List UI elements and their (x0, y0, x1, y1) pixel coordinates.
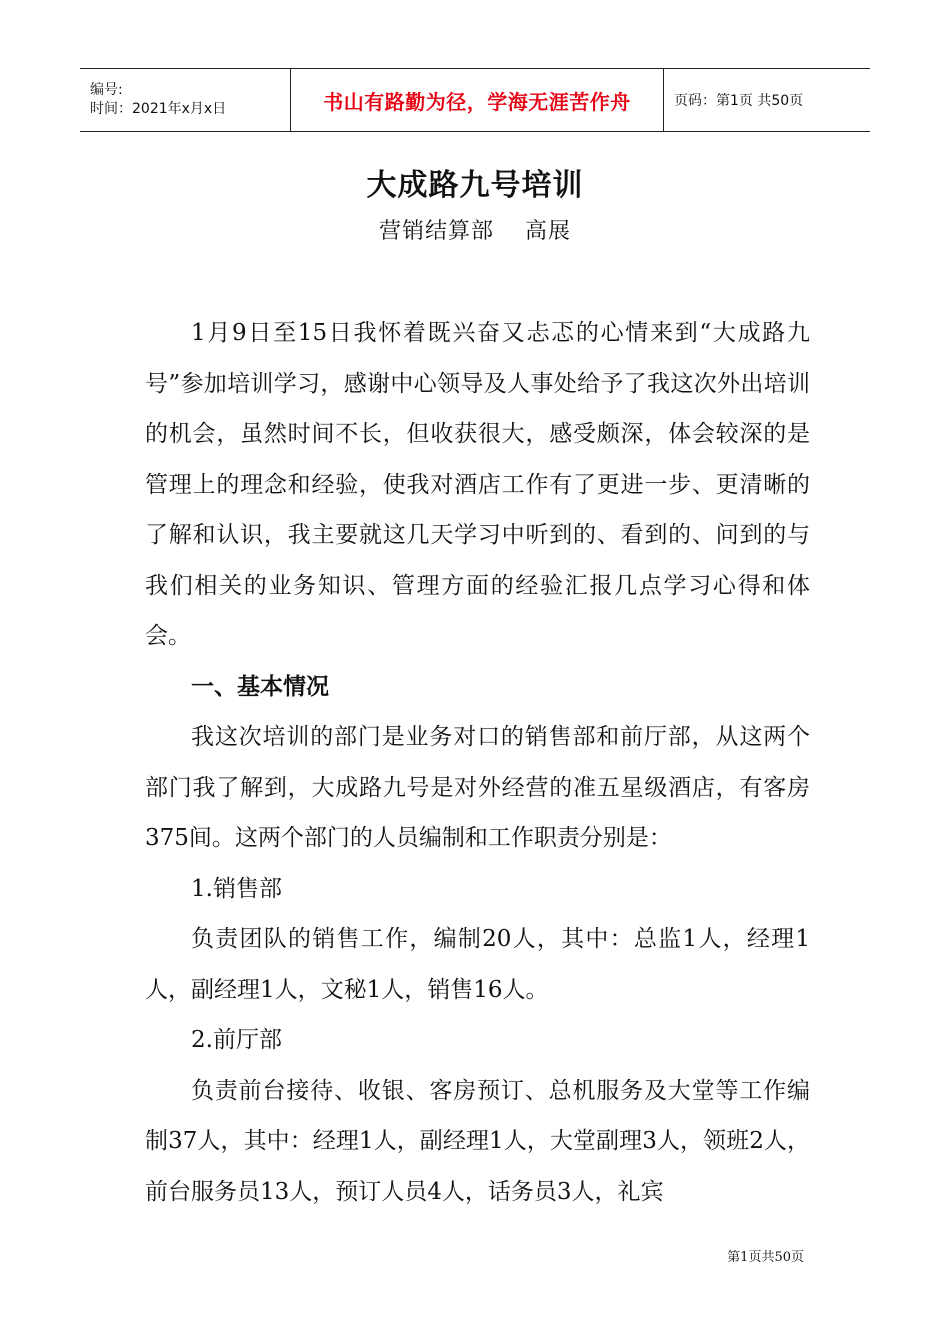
header-motto: 书山有路勤为径，学海无涯苦作舟 (290, 69, 664, 131)
document-subtitle: 营销结算部 高展 (379, 219, 571, 244)
section-heading: 一、基本情况 (191, 673, 329, 700)
subheading-front-office: 2.前厅部 (191, 1027, 282, 1053)
header-meta (80, 69, 290, 131)
document-body (145, 308, 810, 1217)
paragraph-intro: 1月9日至15日我怀着既兴奋又忐忑的心情来到“大成路九号”参加培训学习，感谢中心领导及人事处给予了我这次外出培训的机会，虽然时间不长，但收获很大，感受颇深，体会较深的是管理上的理念和经验，使我对酒店工作有了更进一步、更清晰的了解和认识，我主要就这几天学习中听到的、看到的、问到的与我们相关的业务知识、管理方面的经验汇报几点学习心得和体会。 (145, 320, 810, 649)
page-footer: 第1页共50页 (727, 1250, 804, 1265)
subheading-sales: 1.销售部 (191, 875, 282, 902)
document-title: 大成路九号培训 (366, 168, 584, 203)
paragraph-front-office: 负责前台接待、收银、客房预订、总机服务及大堂等工作编制37人，其中：经理1人，副经理1人，大堂副理3人，领班2人，前台服务员13人，预订人员4人，话务员3人，礼宾 (145, 1077, 810, 1205)
paragraph-sales: 负责团队的销售工作，编制20人，其中：总监1人，经理1人，副经理1人，文秘1人，销售16人。 (145, 926, 810, 1003)
header-page-info: 页码：第1页 共50页 (674, 93, 804, 109)
paragraph-overview: 我这次培训的部门是业务对口的销售部和前厅部，从这两个部门我了解到，大成路九号是对外经营的准五星级酒店，有客房375间。这两个部门的人员编制和工作职责分别是： (145, 724, 810, 851)
time-label: 时间：2021年x月x日 (90, 101, 227, 117)
number-label: 编号: (90, 82, 123, 98)
document-header (80, 68, 870, 132)
